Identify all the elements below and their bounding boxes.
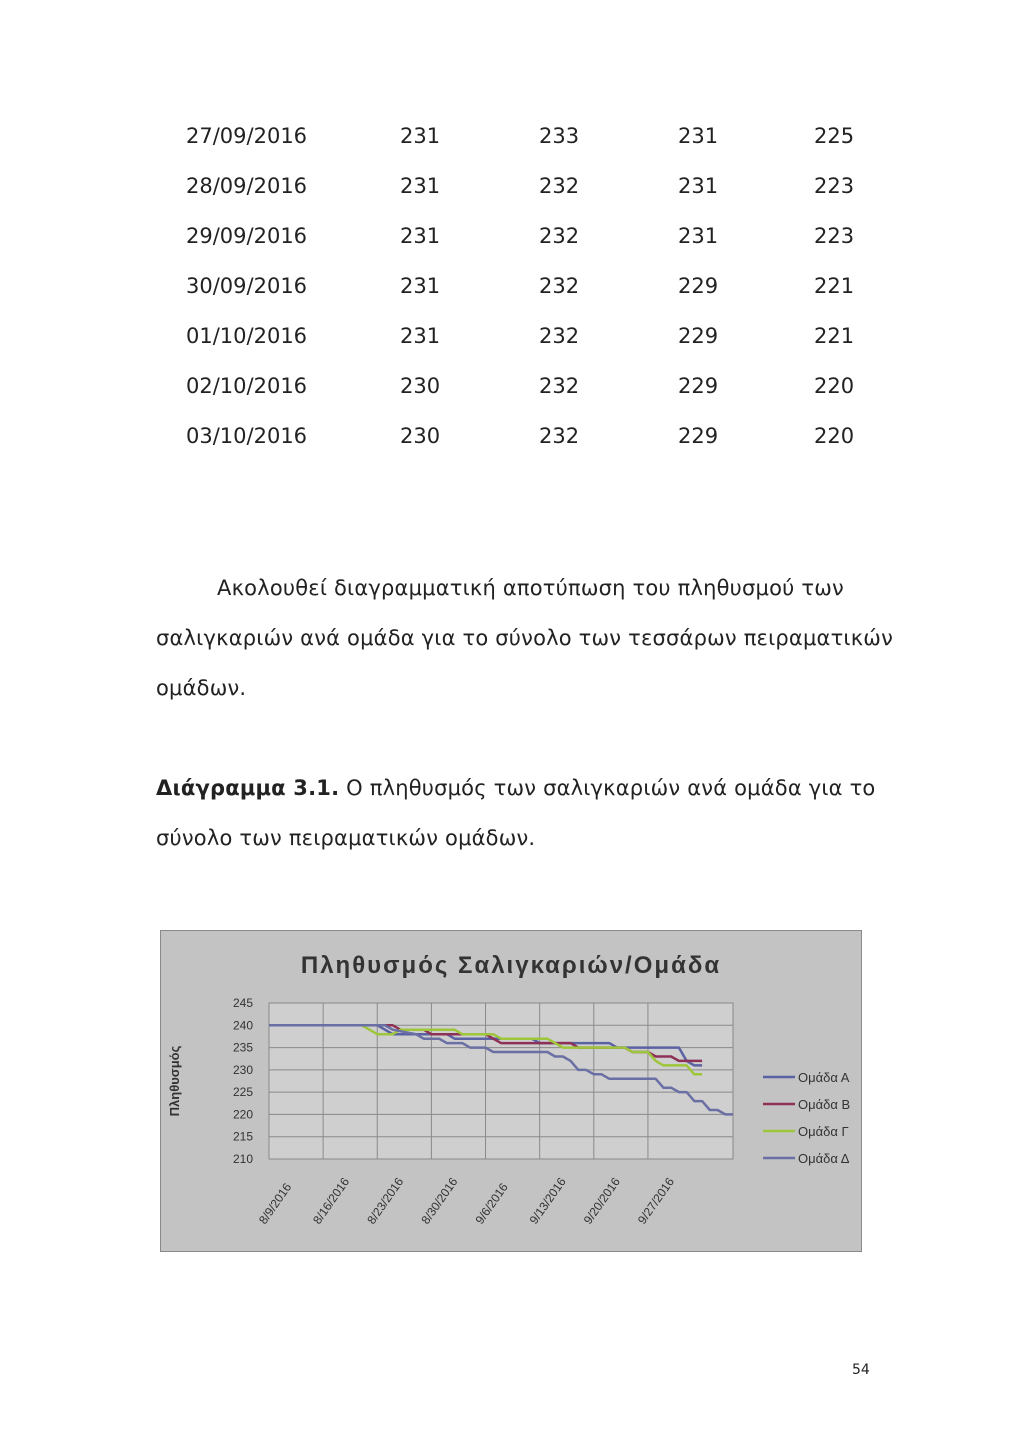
table-cell-value: 223: [814, 224, 855, 248]
table-cell-value: 229: [678, 374, 719, 398]
y-tick-label: 230: [232, 1062, 253, 1077]
table-cell-value: 232: [539, 224, 580, 248]
table-cell-value: 232: [539, 374, 580, 398]
chart: [160, 930, 862, 1252]
table-row: [0, 424, 1024, 454]
table-row: [0, 274, 1024, 304]
y-tick-label: 240: [232, 1018, 253, 1033]
table-cell-value: 231: [400, 324, 441, 348]
table-cell-value: 233: [539, 124, 580, 148]
y-tick-label: 215: [232, 1129, 253, 1144]
table-cell-value: 231: [678, 224, 719, 248]
table-row: [0, 374, 1024, 404]
table-cell-date: 03/10/2016: [186, 424, 308, 448]
x-tick-label: 8/9/2016: [255, 1180, 295, 1227]
y-tick-label: 220: [232, 1107, 253, 1122]
table-cell-value: 220: [814, 424, 855, 448]
table-cell-date: 02/10/2016: [186, 374, 308, 398]
legend-label: Ομάδα Β: [798, 1097, 851, 1112]
table-row: [0, 124, 1024, 154]
table-cell-value: 230: [400, 424, 441, 448]
table-row: [0, 224, 1024, 254]
y-tick-label: 245: [232, 996, 253, 1010]
figure-caption-line-2: σύνολο των πειραματικών ομάδων.: [156, 826, 536, 850]
y-axis-label: Πληθυσμός: [167, 1045, 182, 1117]
x-tick-label: 9/20/2016: [580, 1174, 623, 1227]
y-tick-label: 210: [232, 1152, 253, 1166]
table-cell-value: 220: [814, 374, 855, 398]
table-cell-value: 221: [814, 324, 855, 348]
x-tick-label: 8/30/2016: [418, 1174, 461, 1227]
legend-label: Ομάδα Δ: [798, 1151, 850, 1166]
legend-label: Ομάδα Γ: [798, 1124, 849, 1139]
caption-text: Ο πληθυσμός των σαλιγκαριών ανά ομάδα για το: [339, 776, 876, 800]
figure-caption: [156, 776, 875, 800]
table-cell-value: 229: [678, 324, 719, 348]
table-cell-value: 231: [678, 124, 719, 148]
table-cell-date: 27/09/2016: [186, 124, 308, 148]
table-row: [0, 174, 1024, 204]
table-cell-value: 231: [400, 124, 441, 148]
y-tick-label: 235: [232, 1040, 253, 1055]
x-tick-label: 8/23/2016: [364, 1174, 407, 1227]
intro-line-3: ομάδων.: [156, 676, 247, 700]
page-number: 54: [852, 1362, 870, 1378]
table-cell-value: 230: [400, 374, 441, 398]
x-tick-label: 9/27/2016: [634, 1174, 678, 1227]
table-cell-value: 231: [400, 174, 441, 198]
table-cell-value: 229: [678, 274, 719, 298]
table-row: [0, 324, 1024, 354]
table-cell-value: 231: [400, 274, 441, 298]
table-cell-date: 30/09/2016: [186, 274, 308, 298]
table-cell-value: 223: [814, 174, 855, 198]
table-cell-value: 232: [539, 324, 580, 348]
y-tick-label: 225: [232, 1085, 253, 1100]
table-cell-value: 231: [678, 174, 719, 198]
x-tick-label: 9/13/2016: [526, 1174, 569, 1227]
intro-line-2: σαλιγκαριών ανά ομάδα για το σύνολο των τεσσάρων πειραματικών: [156, 626, 894, 650]
table-cell-value: 232: [539, 424, 580, 448]
table-cell-date: 29/09/2016: [186, 224, 308, 248]
chart-svg: [161, 931, 863, 1253]
x-tick-label: 8/16/2016: [310, 1174, 353, 1227]
x-tick-label: 9/6/2016: [472, 1180, 511, 1227]
table-cell-date: 01/10/2016: [186, 324, 308, 348]
table-cell-value: 232: [539, 274, 580, 298]
table-cell-value: 221: [814, 274, 855, 298]
intro-line-1: Ακολουθεί διαγραμματική αποτύπωση του πληθυσμού των: [217, 576, 844, 600]
table-cell-value: 231: [400, 224, 441, 248]
legend-label: Ομάδα Α: [798, 1070, 850, 1085]
chart-title: Πληθυσμός Σαλιγκαριών/Ομάδα: [300, 952, 722, 979]
table-cell-value: 232: [539, 174, 580, 198]
table-cell-value: 225: [814, 124, 855, 148]
caption-label: Διάγραμμα 3.1.: [156, 776, 340, 800]
table-cell-date: 28/09/2016: [186, 174, 308, 198]
table-cell-value: 229: [678, 424, 719, 448]
